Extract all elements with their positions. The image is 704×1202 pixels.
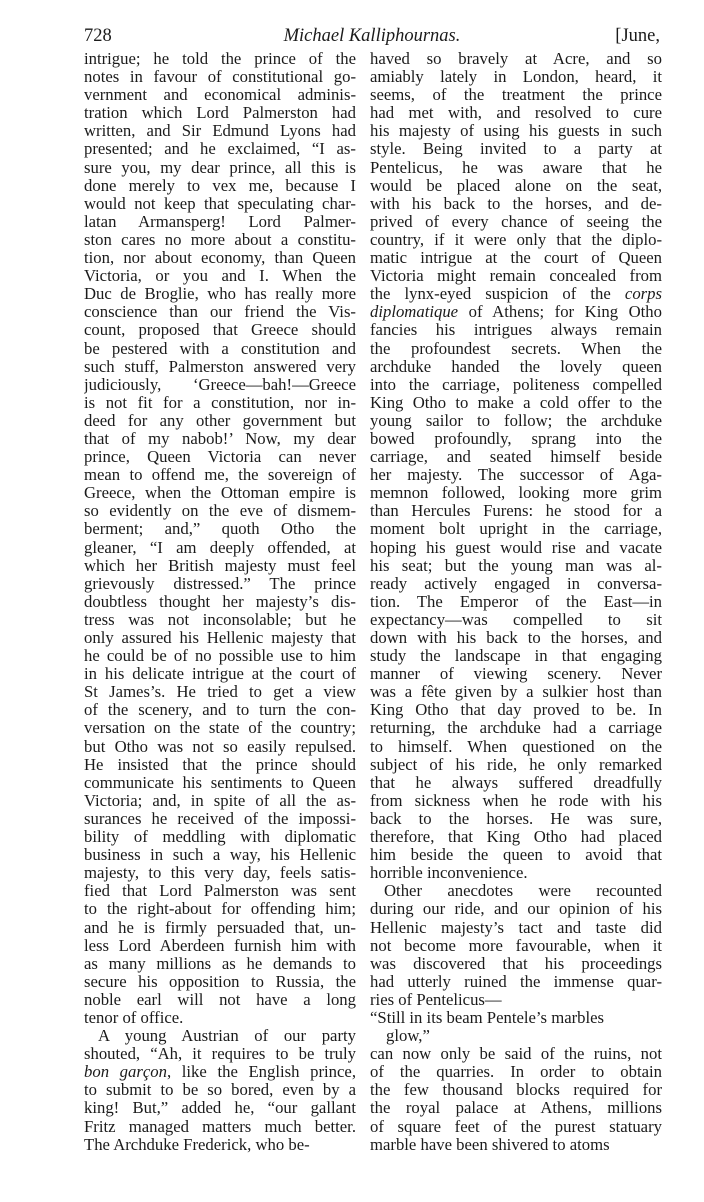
text-line: he could be of no possible use to him <box>84 647 356 666</box>
text-line: majesty, to this very day, feels satis- <box>84 864 356 883</box>
text-line: that of my nabob!’ Now, my dear <box>84 429 356 448</box>
text-line: Duc de Broglie, who has really more <box>84 285 356 304</box>
text-line: and he is firmly persuaded that, un- <box>84 918 356 937</box>
text-line: communicate his sentiments to Queen <box>84 773 356 792</box>
text-line: The Archduke Frederick, who be- <box>84 1135 310 1154</box>
text-line: back to the horses. He was sure, <box>370 809 662 828</box>
text-line: latan Armansperg! Lord Palmer- <box>84 212 356 231</box>
text-line: of the quarries. In order to obtain <box>370 1063 662 1082</box>
text-line: Victoria; and, in spite of all the as- <box>84 791 356 810</box>
text-line: than Hercules Furens: he stood for a <box>370 502 662 521</box>
text-line: not become more favourable, when it <box>370 936 662 955</box>
text-line: carriage, and seated himself beside <box>370 448 662 467</box>
text-line: notes in favour of constitutional go- <box>84 68 356 87</box>
text-line: conscience than our friend the Vis- <box>84 303 356 322</box>
text-line: shouted, “Ah, it requires to be truly <box>84 1045 356 1064</box>
text-line: his majesty of using his guests in such <box>370 122 662 141</box>
italic-phrase: diplomatique <box>370 303 459 322</box>
text-line: can now only be said of the ruins, not <box>370 1045 662 1064</box>
text-line: of the scenery, and to turn the con- <box>84 701 356 720</box>
text-line: during our ride, and our opinion of his <box>370 900 662 919</box>
text-line: Greece, when the Ottoman empire is <box>84 484 356 503</box>
text-line: subject of his ride, he only remarked <box>370 755 662 774</box>
text-line: King Otho that day proved to be. In <box>370 701 662 720</box>
text-line: tion, nor about economy, than Queen <box>84 249 356 268</box>
text-line: deed for any other government but <box>84 411 356 430</box>
text-line: gleaner, “I am deeply offended, at <box>84 538 356 557</box>
text-line: haved so bravely at Acre, and so <box>370 50 662 68</box>
italic-phrase: corps <box>624 285 662 304</box>
text-line: him beside the queen to avoid that <box>370 846 662 865</box>
text-line: surances he received of the impossi- <box>84 809 356 828</box>
text-line: tration which Lord Palmerston had <box>84 104 356 123</box>
running-title: Michael Kalliphournas. <box>283 26 461 46</box>
page-number: 728 <box>84 26 112 46</box>
text-line: would not keep that speculating char- <box>84 194 356 213</box>
text-line: bowed profoundly, sprang into the <box>370 429 662 448</box>
text-line: to himself. When questioned on the <box>370 737 662 756</box>
text-line: returning, the archduke had a carriage <box>370 719 662 738</box>
page-header <box>84 26 660 52</box>
text-line: vernment and economical adminis- <box>84 86 356 105</box>
text-line: Victoria might remain concealed from <box>370 267 662 286</box>
text-line: He insisted that the prince should <box>84 755 356 774</box>
text-line: would be placed alone on the seat, <box>370 176 662 195</box>
text-line: mean to offend me, the sovereign of <box>84 466 356 485</box>
text-line: country, if it were only that the diplo- <box>370 230 662 249</box>
text-line: prived of every chance of seeing the <box>370 212 662 231</box>
text-line: memnon followed, looking more grim <box>370 484 662 503</box>
text-line: in his delicate intrigue at the court of <box>84 665 356 684</box>
text-line: tress was not inconsolable; but he <box>84 610 356 629</box>
text-line: St James’s. He tried to get a view <box>84 683 356 702</box>
text-line: but Otho was not so easily repulsed. <box>84 737 356 756</box>
text-line: glow,” <box>386 1027 430 1046</box>
text-line: was a fête given by a sulkier host than <box>370 683 662 702</box>
text-line: Fritz managed matters much better. <box>84 1117 356 1136</box>
text-line: is not fit for a constitution, nor in- <box>84 393 356 412</box>
text-line: the royal palace at Athens, millions <box>370 1099 662 1118</box>
text-line: moment bolt upright in the carriage, <box>370 520 662 539</box>
text-line: into the carriage, politeness compelled <box>370 375 662 394</box>
text-line: grievously distressed.” The prince <box>84 574 356 593</box>
text-line: only assured his Hellenic majesty that <box>84 629 356 647</box>
text-line: diplomatique of Athens; for King Otho <box>370 303 662 322</box>
text-line: ries of Pentelicus— <box>370 990 502 1009</box>
text-line: bility of meddling with diplomatic <box>84 828 356 847</box>
text-line: bon garçon, like the English prince, <box>84 1063 356 1082</box>
text-line: less Lord Aberdeen furnish him with <box>84 936 356 955</box>
text-line: seems, of the treatment the prince <box>370 86 662 105</box>
text-line: tenor of office. <box>84 1008 184 1027</box>
text-line: so evidently on the eve of dismem- <box>84 502 356 521</box>
text-line: done merely to vex me, because I <box>84 176 356 195</box>
text-line: the few thousand blocks required for <box>370 1081 662 1100</box>
text-line: had utterly ruined the immense quar- <box>370 972 662 991</box>
text-line: doubtless thought her majesty’s dis- <box>84 592 356 611</box>
text-line: matic intrigue at the court of Queen <box>370 249 662 268</box>
text-line: ready actively engaged in conversa- <box>370 574 662 593</box>
text-line: young sailor to follow; the archduke <box>370 411 662 430</box>
text-line: fied that Lord Palmerston was sent <box>84 882 356 901</box>
text-line: versation on the state of the country; <box>84 719 356 738</box>
text-line: therefore, that King Otho had placed <box>370 828 662 847</box>
text-line: noble earl will not have a long <box>84 990 356 1009</box>
text-line: Pentelicus, he was aware that he <box>370 158 662 177</box>
text-line: be pestered with a constitution and <box>84 339 356 358</box>
text-line: marble have been shivered to atoms <box>370 1135 610 1154</box>
text-line: Hellenic majesty’s tact and taste did <box>370 918 662 937</box>
text-line: archduke handed the lovely queen <box>370 357 662 376</box>
text-line: berment; and,” quoth Otho the <box>84 520 356 539</box>
text-line: hoping his guest would rise and vacate <box>370 538 662 557</box>
left-column <box>84 50 356 1154</box>
text-line: amiably lately in London, heard, it <box>370 68 662 87</box>
text-line: presented; and he exclaimed, “I as- <box>84 140 356 159</box>
text-line: as many millions as he demands to <box>84 954 356 973</box>
text-line: judiciously, ‘Greece—bah!—Greece <box>84 375 356 394</box>
text-line: that he always suffered dreadfully <box>370 773 662 792</box>
text-line: king! But,” added he, “our gallant <box>84 1099 356 1118</box>
text-line: King Otho to make a cold offer to the <box>370 393 662 412</box>
text-line: from sickness when he rode with his <box>370 791 662 810</box>
text-line: horrible inconvenience. <box>370 864 528 883</box>
text-line: down with his back to the horses, and <box>370 629 662 647</box>
text-line: “Still in its beam Pentele’s marbles <box>370 1008 605 1027</box>
text-line: sure you, my dear prince, all this is <box>84 158 356 177</box>
text-line: tion. The Emperor of the East—in <box>370 592 662 611</box>
text-line: manner of viewing scenery. Never <box>370 665 662 684</box>
text-line: the profoundest secrets. When the <box>370 339 662 358</box>
text-line: which her British majesty must feel <box>84 556 356 575</box>
text-line: business in such a way, his Hellenic <box>84 846 356 865</box>
text-line: count, proposed that Greece should <box>84 321 356 340</box>
italic-phrase: bon garçon <box>84 1063 167 1082</box>
text-line: to the right-about for offending him; <box>84 900 356 919</box>
text-line: style. Being invited to a party at <box>370 140 662 159</box>
text-line: ston cares no more about a constitu- <box>84 230 356 249</box>
running-month: [June, <box>615 26 660 46</box>
text-line: written, and Sir Edmund Lyons had <box>84 122 356 141</box>
text-line: the lynx-eyed suspicion of the corps <box>370 285 662 304</box>
text-line: secure his opposition to Russia, the <box>84 972 356 991</box>
text-line: A young Austrian of our party <box>98 1027 356 1046</box>
text-line: Victoria, or you and I. When the <box>84 267 356 286</box>
text-line: prince, Queen Victoria can never <box>84 448 356 467</box>
text-line: with his back to the horses, and de- <box>370 194 662 213</box>
text-line: expectancy—was compelled to sit <box>370 610 662 629</box>
text-line: Other anecdotes were recounted <box>384 882 662 901</box>
text-line: to submit to be so bored, even by a <box>84 1081 356 1100</box>
text-line: of square feet of the purest statuary <box>370 1117 662 1136</box>
text-line: such stuff, Palmerston answered very <box>84 357 356 376</box>
text-line: had met with, and resolved to cure <box>370 104 662 123</box>
text-line: fancies his intrigues always remain <box>370 321 662 340</box>
text-line: was discovered that his proceedings <box>370 954 662 973</box>
text-line: study the landscape in that engaging <box>370 647 662 666</box>
text-line: his seat; but the young man was al- <box>370 556 662 575</box>
right-column <box>370 50 662 1154</box>
text-line: intrigue; he told the prince of the <box>84 50 356 68</box>
text-line: her majesty. The successor of Aga- <box>370 466 662 485</box>
